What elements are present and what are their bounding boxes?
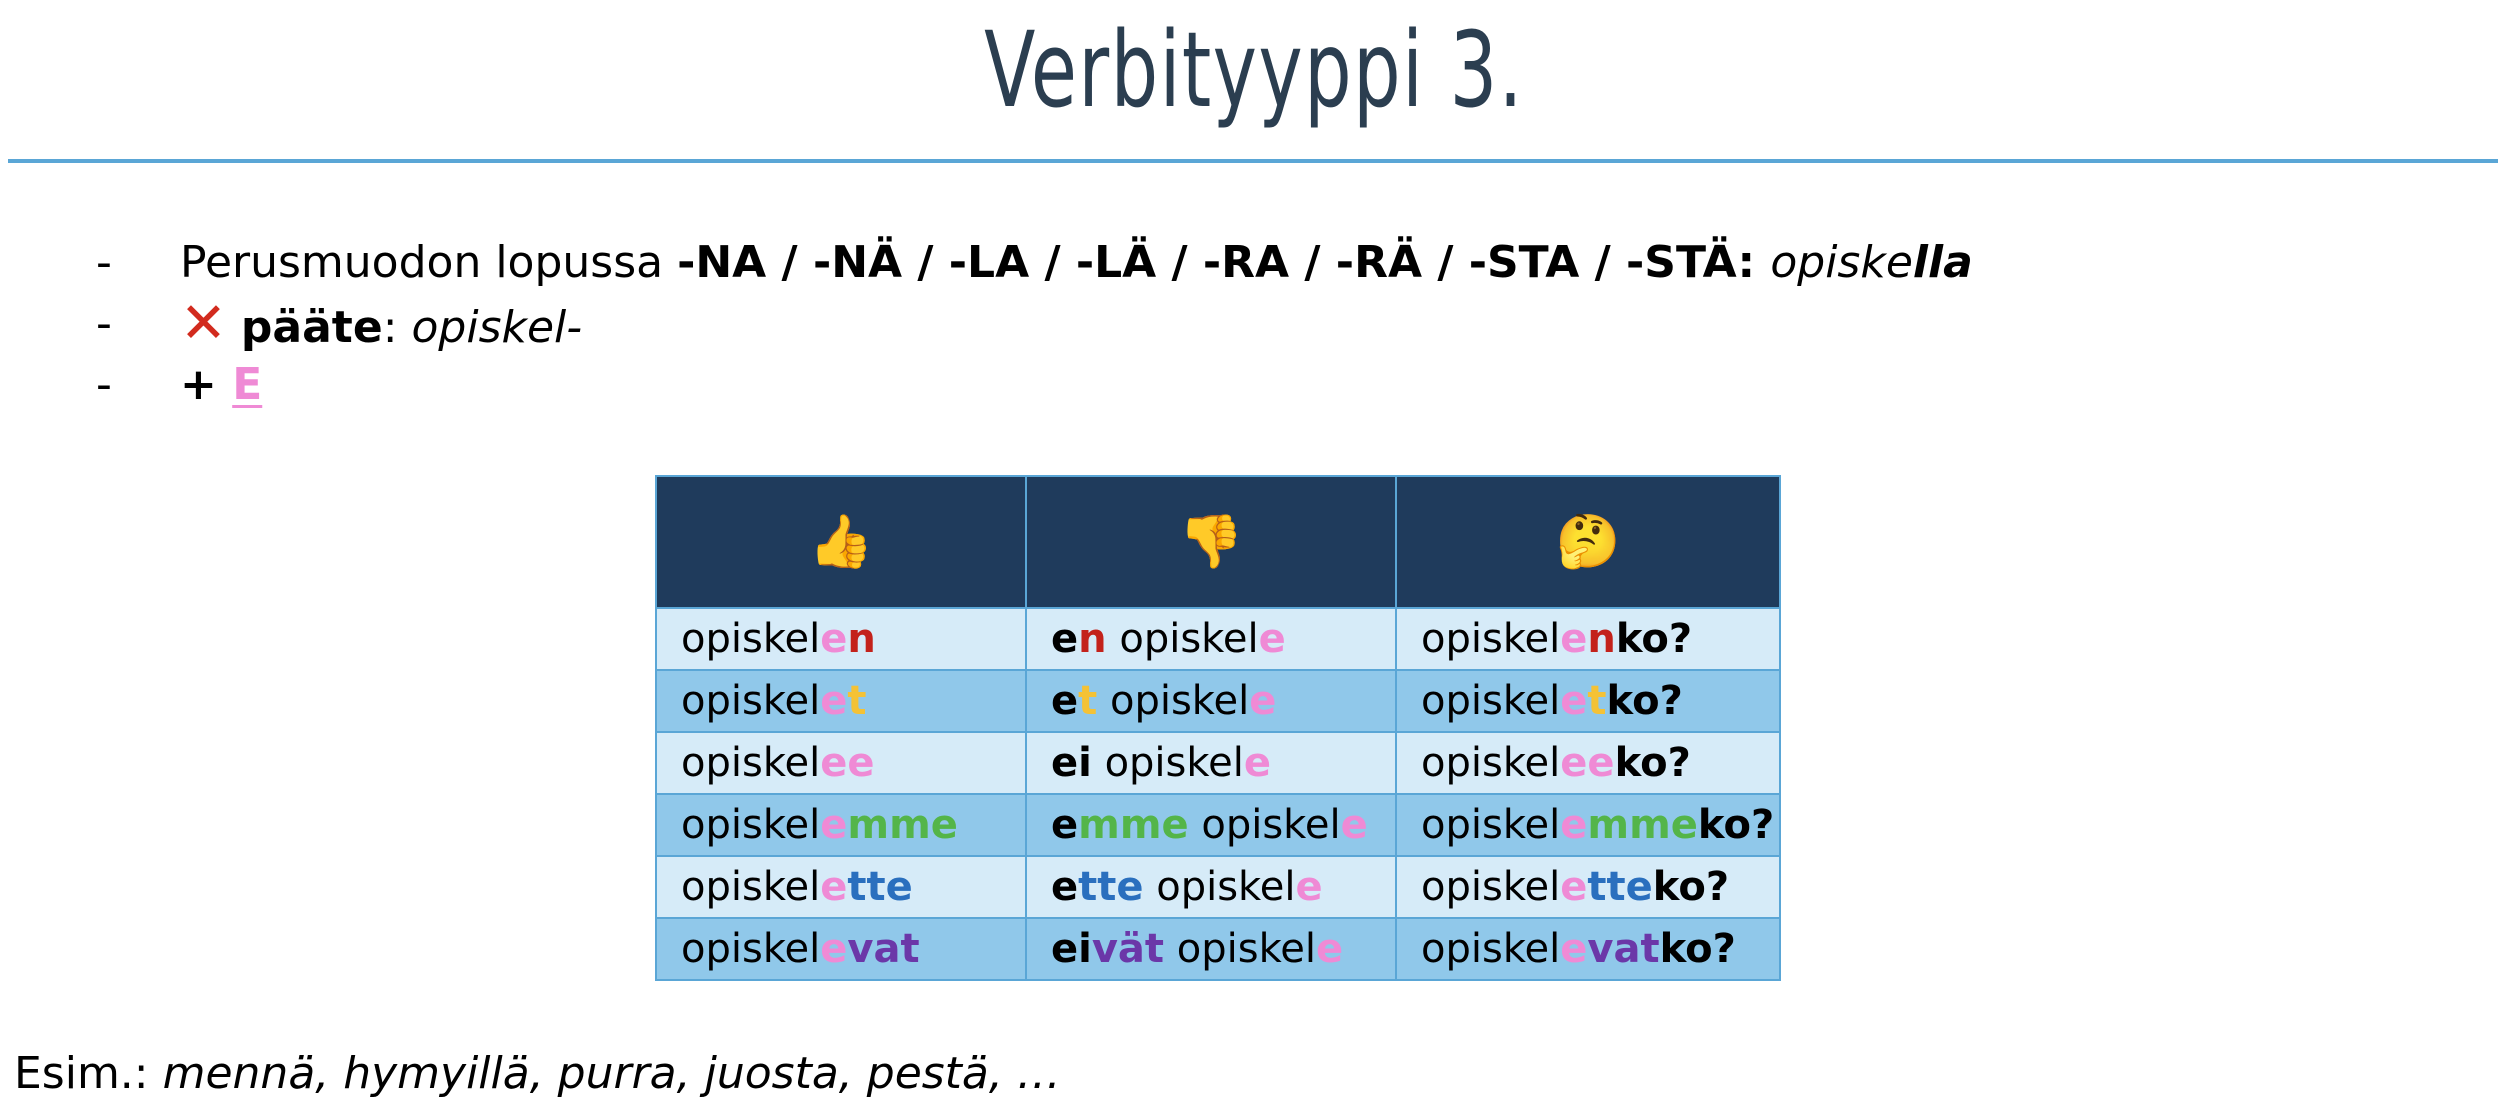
conjugation-table <box>655 475 1781 981</box>
question-cell: opiskeleeko? <box>1396 732 1780 794</box>
negative-cell: en opiskele <box>1026 608 1396 670</box>
bullet-dash: - <box>96 237 112 288</box>
stem-text: opiskel- <box>411 302 583 353</box>
affirmative-cell: opiskelee <box>656 732 1026 794</box>
affirmative-header <box>656 476 1026 608</box>
title-divider <box>8 159 2498 163</box>
question-cell: opiskelemmeko? <box>1396 794 1780 856</box>
table-row <box>656 732 1780 794</box>
examples-line: Esim.: mennä, hymyillä, purra, juosta, pestä, … <box>14 1048 1061 1099</box>
question-cell: opiskeletteko? <box>1396 856 1780 918</box>
table-row <box>656 670 1780 732</box>
plus-sign: + <box>180 359 233 410</box>
table-row <box>656 794 1780 856</box>
ending-list: -NA / -NÄ / -LA / -LÄ / -RA / -RÄ / -STA / -STÄ <box>677 237 1738 288</box>
negative-header <box>1026 476 1396 608</box>
thumbs-up-icon: 👍 <box>808 511 874 572</box>
example-verbs: mennä, hymyillä, purra, juosta, pestä, … <box>162 1048 1061 1099</box>
thinking-face-icon: 🤔 <box>1555 511 1621 572</box>
table-row <box>656 856 1780 918</box>
table-row <box>656 918 1780 980</box>
bullet-dash: - <box>96 359 112 410</box>
ending-label: pääte <box>240 302 383 353</box>
page-title: Verbityyppi 3. <box>984 9 1524 131</box>
affirmative-cell: opiskelette <box>656 856 1026 918</box>
example-stem: opiske <box>1770 237 1913 288</box>
added-vowel: E <box>232 359 263 410</box>
affirmative-cell: opiskelet <box>656 670 1026 732</box>
negative-cell: et opiskele <box>1026 670 1396 732</box>
question-cell: opiskelenko? <box>1396 608 1780 670</box>
question-cell: opiskelevatko? <box>1396 918 1780 980</box>
bullet-dash: - <box>96 298 112 349</box>
question-header <box>1396 476 1780 608</box>
example-ending: lla <box>1912 237 1973 288</box>
question-cell: opiskeletko? <box>1396 670 1780 732</box>
cross-mark-icon: ✕ <box>180 291 227 356</box>
table-row <box>656 608 1780 670</box>
examples-label: Esim. <box>14 1048 134 1099</box>
negative-cell: ei opiskele <box>1026 732 1396 794</box>
affirmative-cell: opiskelemme <box>656 794 1026 856</box>
affirmative-cell: opiskelevat <box>656 918 1026 980</box>
table-header-row <box>656 476 1780 608</box>
negative-cell: eivät opiskele <box>1026 918 1396 980</box>
ending-rule-text: Perusmuodon lopussa <box>180 237 678 288</box>
affirmative-cell: opiskelen <box>656 608 1026 670</box>
negative-cell: ette opiskele <box>1026 856 1396 918</box>
negative-cell: emme opiskele <box>1026 794 1396 856</box>
thumbs-down-icon: 👎 <box>1178 511 1244 572</box>
